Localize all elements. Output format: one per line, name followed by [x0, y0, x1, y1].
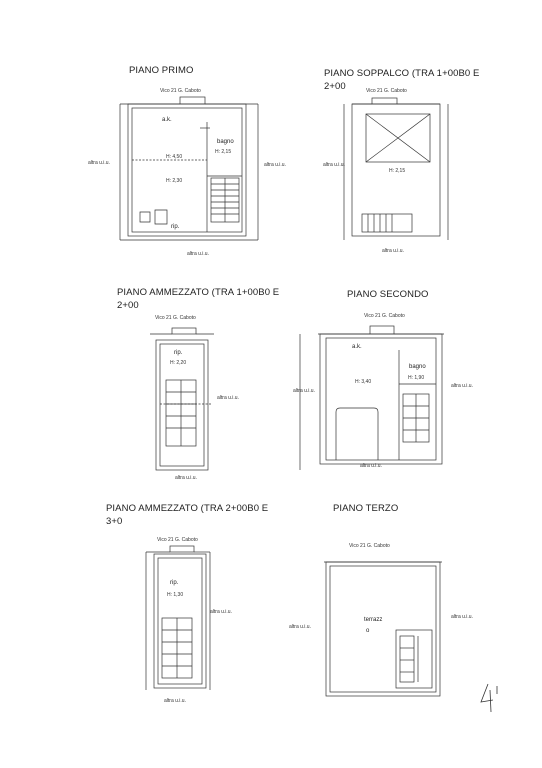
plan-title-ammezzato-1: PIANO AMMEZZATO (TRA 1+00B0 E 2+00 [117, 287, 280, 311]
street-label-ammezzato-2: Vico 21 G. Caboto [157, 537, 198, 543]
street-label-soppalco: Vico 21 G. Caboto [366, 88, 407, 94]
street-label-secondo: Vico 21 G. Caboto [364, 313, 405, 319]
plan-title-primo: PIANO PRIMO [129, 65, 194, 76]
adjacent-unit-bottom-primo: altra u.i.u. [187, 251, 209, 257]
room-height-secondo-2: H: 1,90 [408, 375, 425, 381]
adjacent-unit-right-terzo: altra u.i.u. [451, 614, 473, 620]
adjacent-unit-left-primo: altra u.i.u. [88, 160, 110, 166]
room-label-rip-ammezzato-2: rip. [170, 580, 179, 586]
adjacent-unit-right-ammezzato-2: altra u.i.u. [210, 609, 232, 615]
adjacent-unit-bottom-secondo: altra u.i.u. [360, 463, 382, 469]
adjacent-unit-right-primo: altra u.i.u. [264, 162, 286, 168]
street-label-terzo: Vico 21 G. Caboto [349, 543, 390, 549]
room-height-primo-3: H: 2,30 [166, 178, 183, 184]
adjacent-unit-right-secondo: altra u.i.u. [451, 383, 473, 389]
room-height-secondo-1: H: 3,40 [355, 379, 372, 385]
plan-title-secondo: PIANO SECONDO [347, 289, 429, 300]
adjacent-unit-bottom-ammezzato-2: altra u.i.u. [164, 698, 186, 704]
room-label-ak-secondo: a.k. [352, 344, 362, 350]
room-label-bagno-secondo: bagno [409, 364, 426, 370]
adjacent-unit-left-secondo: altra u.i.u. [293, 388, 315, 394]
room-label-rip-primo: rip. [171, 224, 180, 230]
street-label-primo: Vico 21 G. Caboto [160, 88, 201, 94]
plan-title-terzo: PIANO TERZO [333, 503, 399, 514]
room-label-rip-ammezzato-1: rip. [174, 350, 183, 356]
room-height-primo-1: H: 4,50 [166, 154, 183, 160]
adjacent-unit-bottom-ammezzato-1: altra u.i.u. [175, 475, 197, 481]
adjacent-unit-left-soppalco: altra u.i.u. [323, 162, 345, 168]
room-label-bagno-primo: bagno [217, 139, 234, 145]
room-label-terrazzo-terzo-2: o [366, 628, 370, 634]
room-height-ammezzato-2: H: 1,30 [167, 592, 184, 598]
adjacent-unit-left-terzo: altra u.i.u. [289, 624, 311, 630]
street-label-ammezzato-1: Vico 21 G. Caboto [155, 315, 196, 321]
room-height-primo-2: H: 2,15 [215, 149, 232, 155]
plan-title-soppalco: PIANO SOPPALCO (TRA 1+00B0 E 2+00 [324, 68, 480, 92]
room-height-soppalco: H: 2,15 [389, 168, 406, 174]
room-label-terrazzo-terzo: terrazz [364, 617, 383, 623]
plan-title-ammezzato-2: PIANO AMMEZZATO (TRA 2+00B0 E 3+0 [106, 503, 269, 527]
room-height-ammezzato-1: H: 2,20 [170, 360, 187, 366]
adjacent-unit-bottom-soppalco: altra u.i.u. [382, 248, 404, 254]
room-label-ak-primo: a.k. [162, 117, 172, 123]
adjacent-unit-right-ammezzato-1: altra u.i.u. [217, 395, 239, 401]
